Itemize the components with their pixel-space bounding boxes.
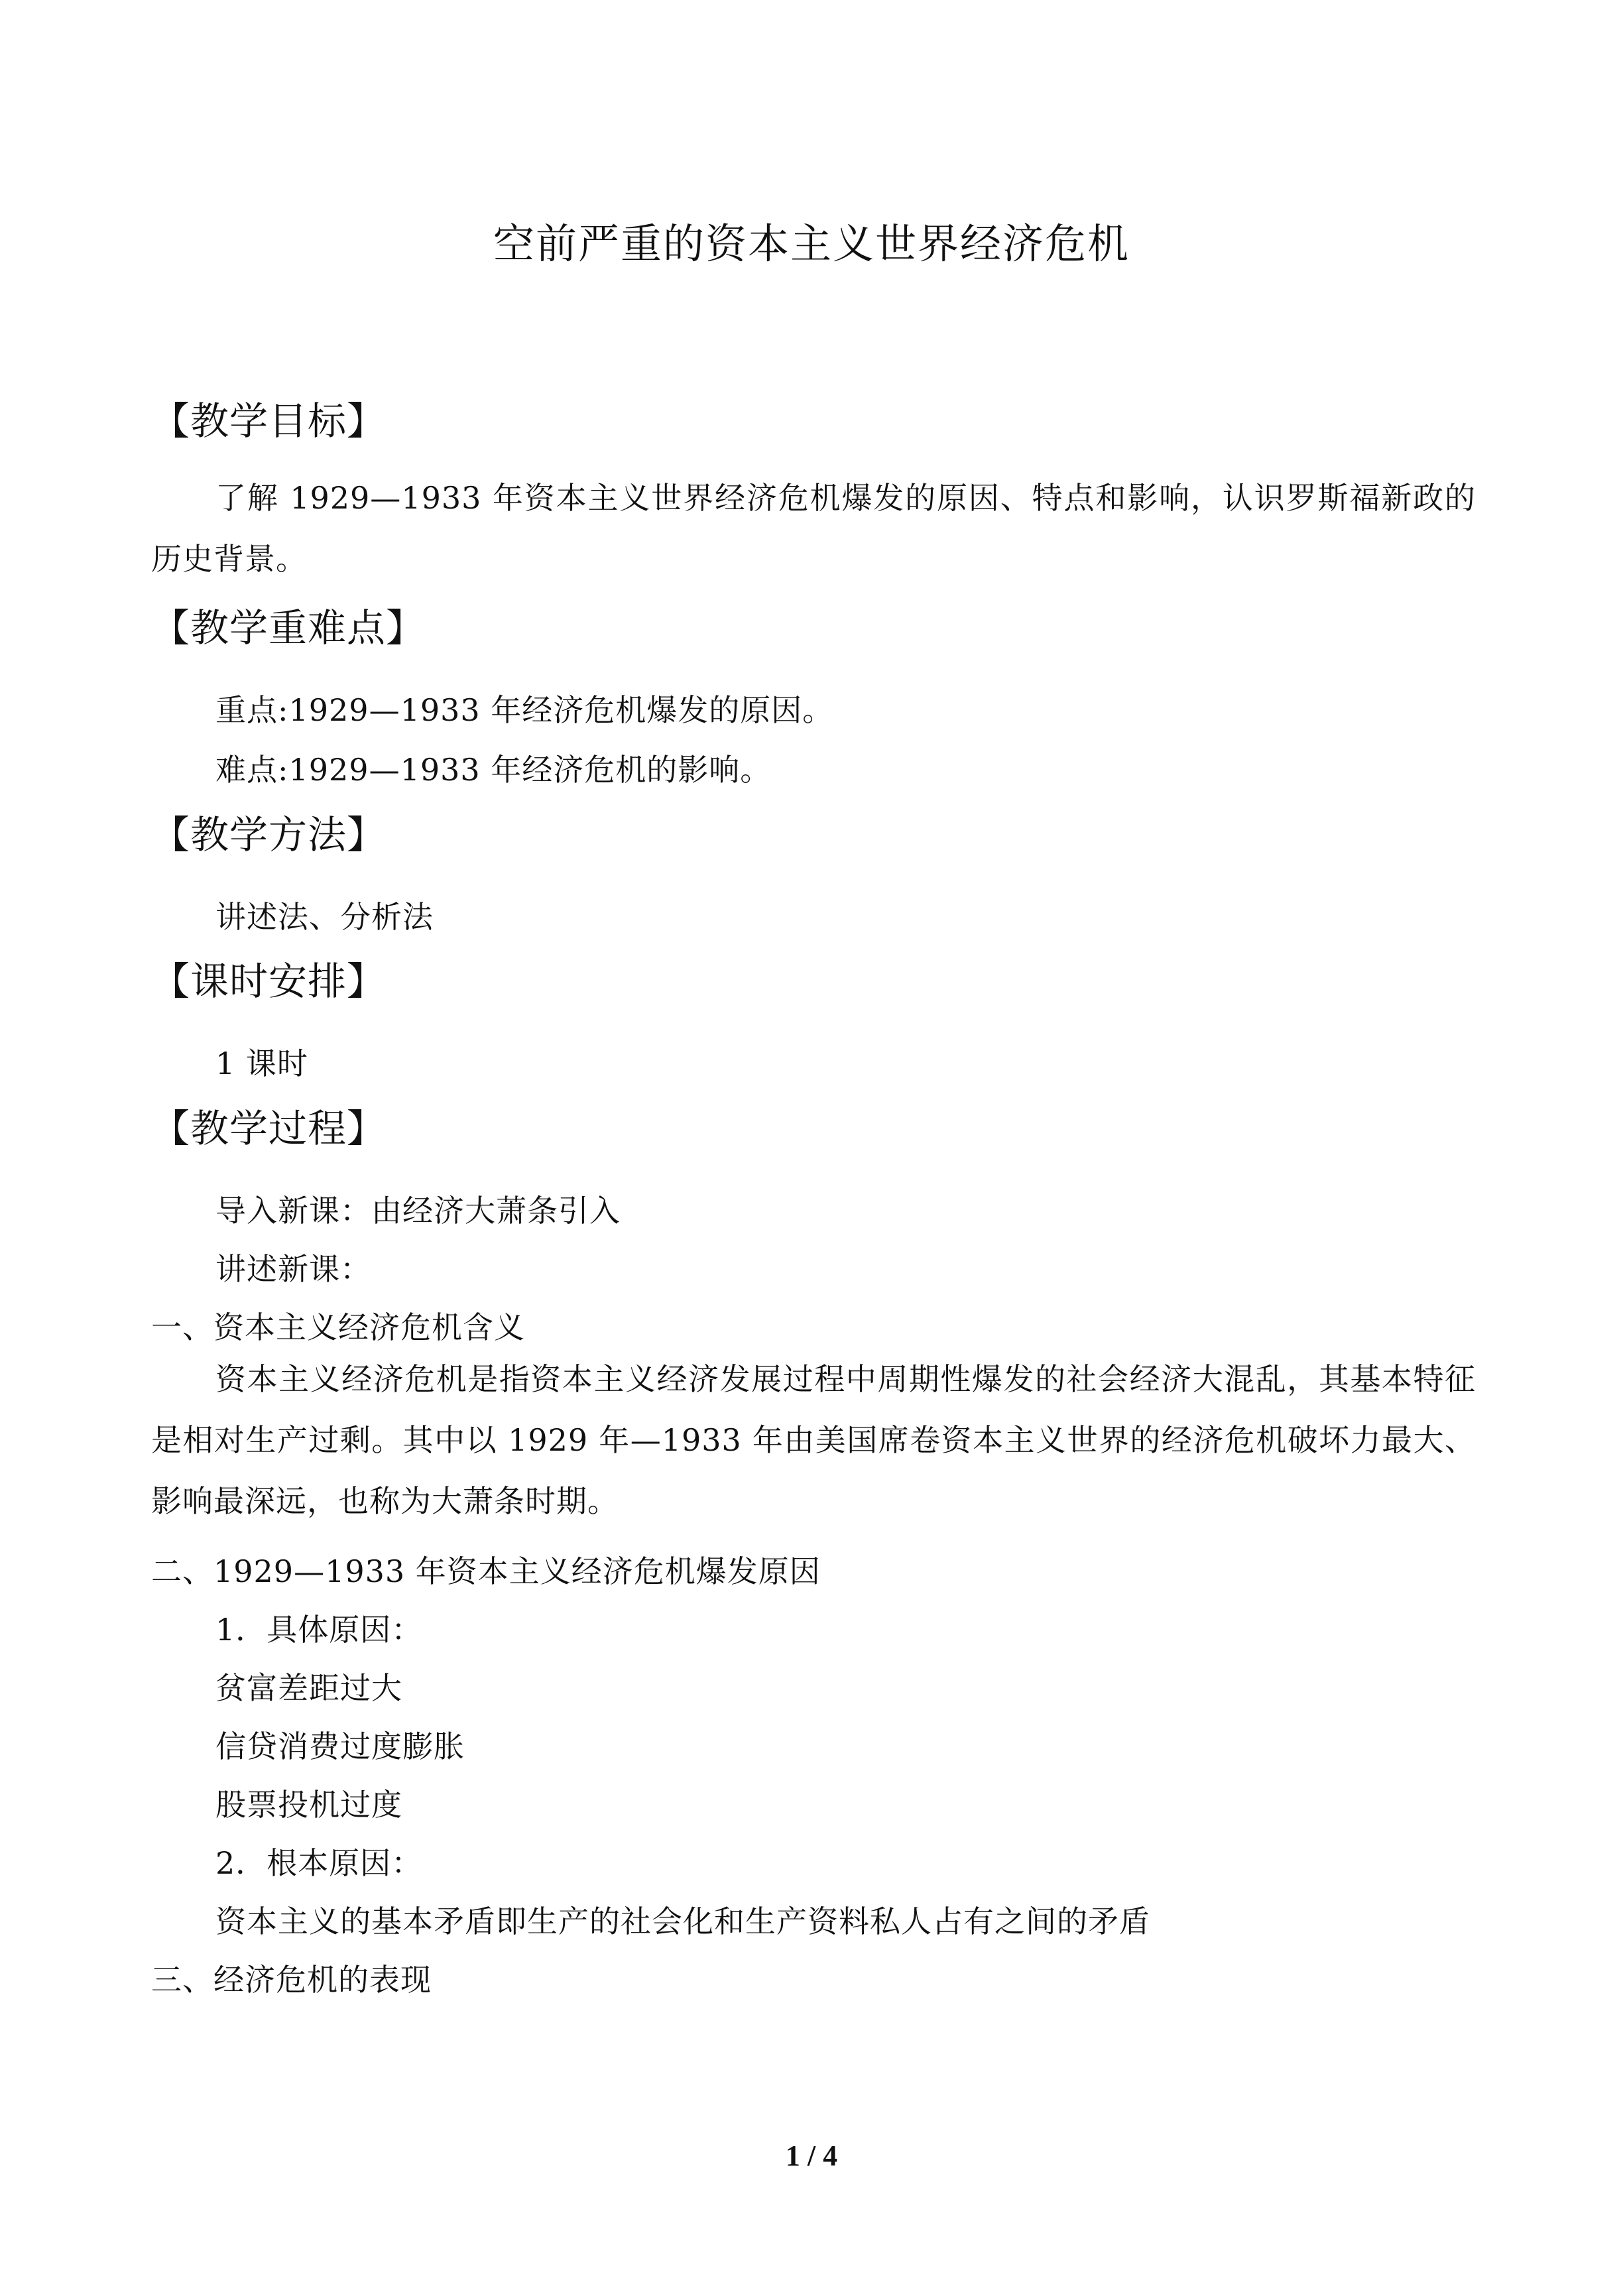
root-cause-text: 资本主义的基本矛盾即生产的社会化和生产资料私人占有之间的矛盾 xyxy=(215,1903,1150,1939)
document-title: 空前严重的资本主义世界经济危机 xyxy=(493,219,1130,268)
process-lecture: 讲述新课： xyxy=(215,1251,371,1287)
heading-process: 【教学过程】 xyxy=(151,1106,387,1151)
process-intro: 导入新课：由经济大萧条引入 xyxy=(215,1193,621,1229)
key-point-difficulty: 难点:1929—1933 年经济危机的影响。 xyxy=(215,752,772,788)
specific-cause-item: 信贷消费过度膨胀 xyxy=(215,1728,465,1764)
heading-methods: 【教学方法】 xyxy=(151,812,387,857)
heading-key-points: 【教学重难点】 xyxy=(151,605,426,650)
part1-text: 资本主义经济危机是指资本主义经济发展过程中周期性爆发的社会经济大混乱，其基本特征是相对生产过剩。其中以 1929 年—1933 年由美国席卷资本主义世界的经济危机破坏力最大、影响最深远，也称为大萧条时期。 xyxy=(151,1361,1476,1519)
goals-text: 了解 1929—1933 年资本主义世界经济危机爆发的原因、特点和影响，认识罗斯福新政的历史背景。 xyxy=(151,480,1476,577)
specific-cause-label: 1．具体原因： xyxy=(215,1612,423,1648)
specific-cause-item: 股票投机过度 xyxy=(215,1787,402,1823)
part2-title: 二、1929—1933 年资本主义经济危机爆发原因 xyxy=(151,1553,821,1589)
heading-goals: 【教学目标】 xyxy=(151,398,387,444)
part1-title: 一、资本主义经济危机含义 xyxy=(151,1309,525,1345)
page-number: 1 / 4 xyxy=(785,2140,838,2172)
part3-title: 三、经济危机的表现 xyxy=(151,1962,432,1998)
methods-text: 讲述法、分析法 xyxy=(215,899,434,935)
key-point-focus: 重点:1929—1933 年经济危机爆发的原因。 xyxy=(215,692,834,728)
specific-cause-item: 贫富差距过大 xyxy=(215,1670,402,1706)
root-cause-label: 2．根本原因： xyxy=(215,1845,423,1881)
schedule-text: 1 课时 xyxy=(215,1046,308,1081)
heading-schedule: 【课时安排】 xyxy=(151,959,387,1004)
